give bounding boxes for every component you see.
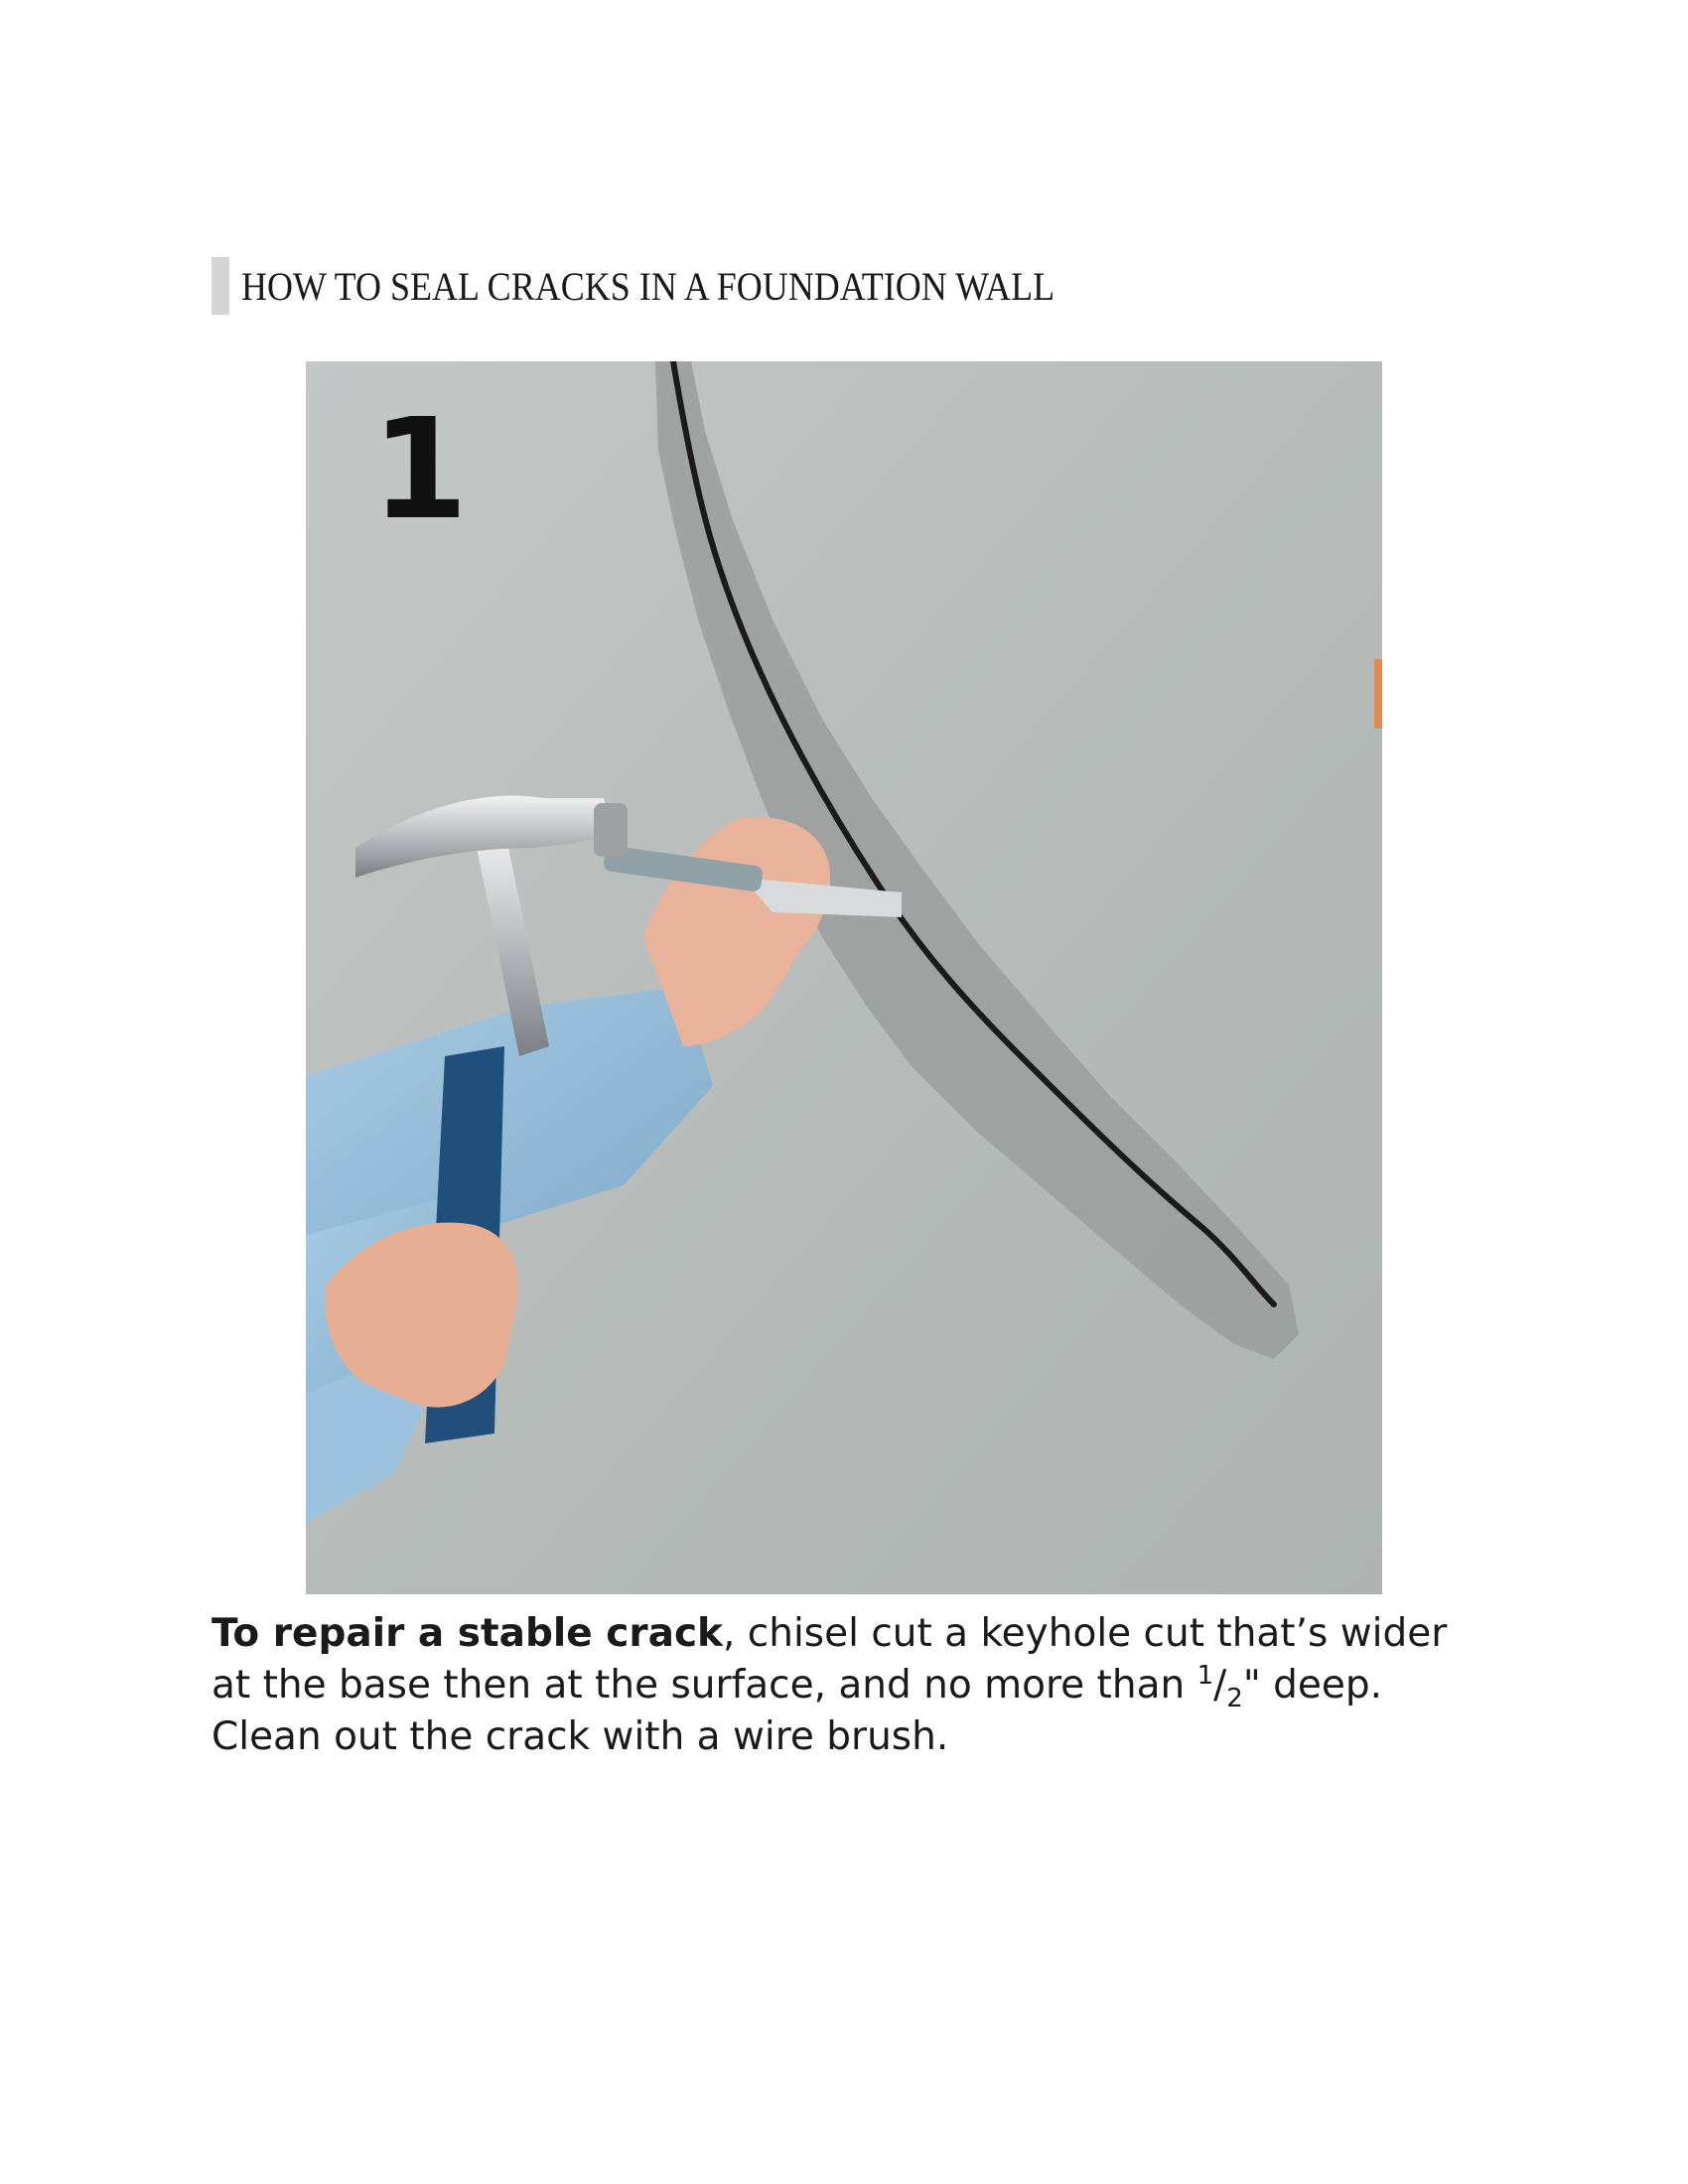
- heading-title: HOW TO SEAL CRACKS IN A FOUNDATION WALL: [241, 263, 1055, 309]
- fraction-separator: /: [1213, 1663, 1227, 1707]
- caption-text-1: , chisel cut a keyhole cut that’s wider at the base then at the surface, and no more than: [211, 1611, 1448, 1707]
- heading-accent-bar: [211, 257, 229, 315]
- fraction-denominator: 2: [1226, 1683, 1243, 1713]
- section-heading: [211, 256, 1145, 316]
- edge-mark: [1374, 659, 1382, 729]
- step-caption: [211, 1608, 1492, 1763]
- caption-text-2: " deep. Clean out the crack with a wire brush.: [211, 1663, 1383, 1759]
- step-number: 1: [371, 389, 469, 551]
- fraction-numerator: 1: [1196, 1661, 1214, 1691]
- caption-lead: To repair a stable crack: [211, 1611, 723, 1656]
- hammer-face: [594, 803, 628, 857]
- step-photo: [306, 361, 1382, 1594]
